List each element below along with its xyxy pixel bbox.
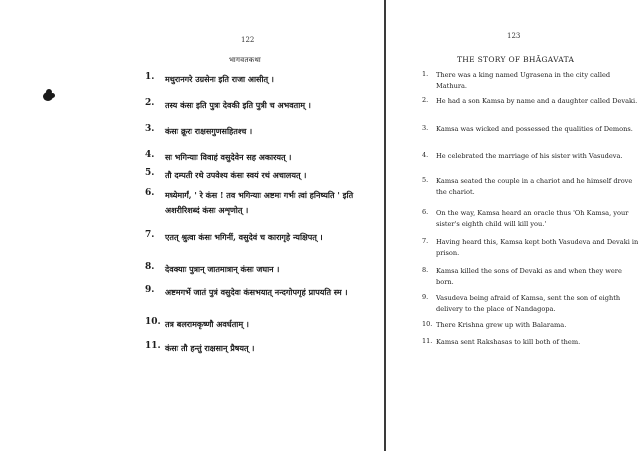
verse-text: तत्र बलरामकृष्णौ अवर्धताम् । (165, 319, 249, 329)
verse-text: तौ दम्पती रथे उपवेश्य कंसः स्वयं रथं अचालयत् । (165, 170, 307, 180)
verse-number: 11. (145, 341, 161, 351)
right-page (387, 0, 638, 451)
item-text: There was a king named Ugrasena in the city called Mathura. (436, 71, 611, 90)
verse-number: 3. (145, 124, 155, 134)
item-text: Kamsa sent Rakshasas to kill both of them. (436, 338, 581, 346)
verse-text: तस्य कंसः इति पुत्रः देवकी इति पुत्री च अभवताम् । (165, 100, 311, 110)
item-number: 8. (422, 266, 429, 274)
item-number: 7. (422, 237, 429, 245)
left-page-title: भागवतकथा (229, 56, 262, 64)
item-text: There Krishna grew up with Balarama. (436, 321, 567, 329)
item-text: Kamsa seated the couple in a chariot and he himself drove the chariot. (436, 177, 633, 196)
verse-text: मध्येमार्गं, ' रे कंस ! तव भगिन्याः अष्टमः गर्भः त्वां हनिष्यति ' इति अशरीरिशब्दं कंसः अशृणोत् । (165, 190, 354, 215)
verse-number: 5. (145, 168, 155, 178)
verse-number: 4. (145, 150, 155, 160)
item-number: 1. (422, 70, 429, 78)
verse-number: 2. (145, 98, 155, 108)
verse-number: 9. (145, 285, 155, 295)
right-page-title: THE STORY OF BHĀGAVATA (457, 55, 575, 64)
verse-text: कंसः क्रूरः राक्षसगुणसहितश्च । (165, 126, 253, 136)
item-number: 11. (422, 337, 433, 345)
item-number: 4. (422, 151, 429, 159)
item-number: 6. (422, 208, 429, 216)
book-gutter (384, 0, 386, 451)
item-text: Kamsa was wicked and possessed the qualities of Demons. (436, 125, 633, 133)
verse-text: अष्टमगर्भे जातं पुत्रं वसुदेवः कंसभयात् नन्दगोपगृहं प्रापयति स्म । (165, 287, 348, 297)
item-text: Having heard this, Kamsa kept both Vasudeva and Devaki in prison. (436, 238, 638, 257)
item-text: He had a son Kamsa by name and a daughter called Devaki. (436, 97, 638, 105)
item-number: 2. (422, 96, 429, 104)
verse-text: मथुरानगरे उग्रसेनः इति राजा आसीत् । (165, 74, 274, 84)
verse-text: एतत् श्रुत्वा कंसः भगिनीं, वसुदेवं च कारागृहे न्यक्षिपत् । (165, 232, 323, 242)
verse-text: कंसः तौ हन्तुं राक्षसान् प्रैषयत् । (165, 343, 255, 353)
verse-number: 8. (145, 262, 155, 272)
verse-number: 6. (145, 188, 155, 198)
item-number: 10. (422, 320, 433, 328)
verse-number: 10. (145, 317, 161, 327)
verse-text: देवक्याः पुत्रान् जातमात्रान् कंसः जघान । (165, 264, 280, 274)
verse-text: सः भगिन्याः विवाहं वसुदेवेन सह अकारयत् । (165, 152, 292, 162)
item-number: 3. (422, 124, 429, 132)
verse-number: 1. (145, 72, 155, 82)
item-number: 9. (422, 293, 429, 301)
verse-number: 7. (145, 230, 155, 240)
item-number: 5. (422, 176, 429, 184)
item-text: On the way, Kamsa heard an oracle thus 'Oh Kamsa, your sister's eighth child will kill you.' (436, 209, 629, 228)
item-text: Vasudeva being afraid of Kamsa, sent the son of eighth delivery to the place of Nandagopa. (436, 294, 621, 313)
left-page-number: 122 (241, 36, 255, 44)
item-text: He celebrated the marriage of his sister with Vasudeva. (436, 152, 623, 160)
right-page-number: 123 (507, 32, 521, 40)
item-text: Kamsa killed the sons of Devaki as and when they were born. (436, 267, 622, 286)
